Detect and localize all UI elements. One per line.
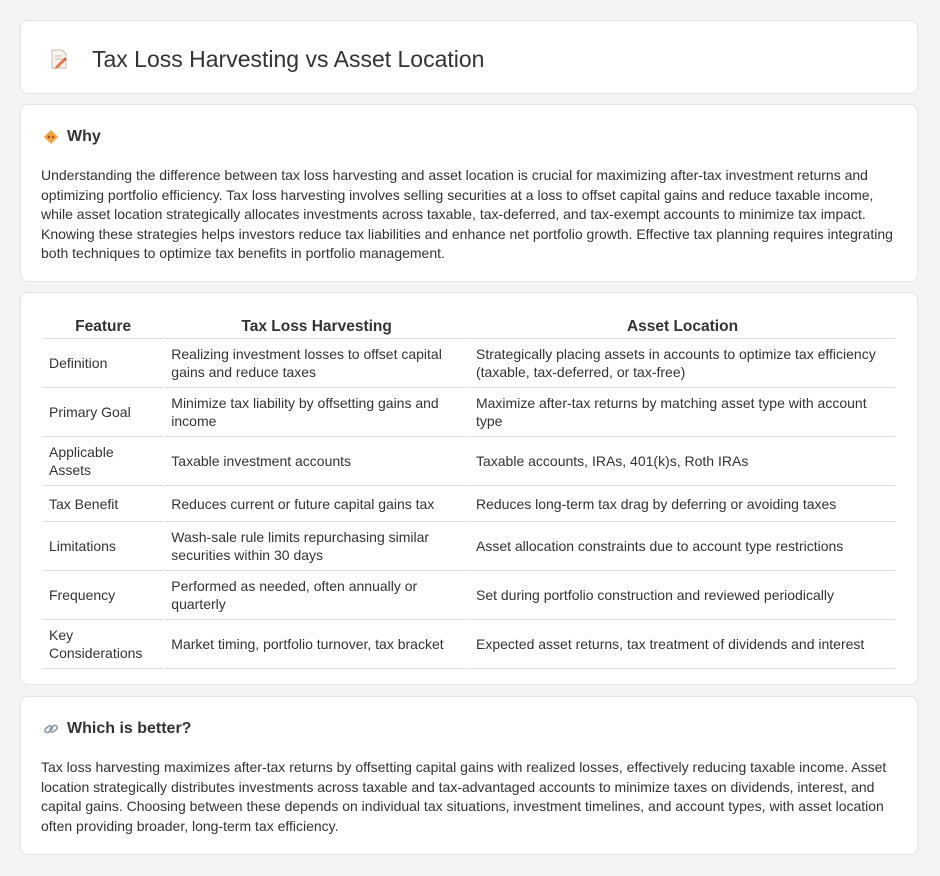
table-row: [43, 620, 895, 669]
page-title: Tax Loss Harvesting vs Asset Location: [92, 46, 485, 72]
table-row: [43, 486, 895, 522]
comparison-table-card: [20, 292, 918, 685]
better-title: Which is better?: [67, 720, 192, 737]
table-row: [43, 522, 895, 571]
better-text: Tax loss harvesting maximizes after-tax returns by offsetting capital gains with realized losses, effectively reducing taxable income. Asset location strategically distributes investments across taxable and tax-advantaged accounts to minimize taxes on dividends, interest, and capital gains. Choosing between these depends on individual tax situations, investment timelines, and account types, with asset location often providing broader, long-term tax efficiency.: [41, 759, 887, 834]
row-tax-loss-harvesting: Reduces current or future capital gains tax: [165, 486, 468, 522]
row-feature: Key Considerations: [43, 620, 163, 669]
row-asset-location: Set during portfolio construction and reviewed periodically: [470, 571, 895, 620]
header-card: [20, 20, 918, 94]
row-tax-loss-harvesting: Minimize tax liability by offsetting gains and income: [165, 388, 468, 437]
row-asset-location: Taxable accounts, IRAs, 401(k)s, Roth IRAs: [470, 437, 895, 486]
row-tax-loss-harvesting: Market timing, portfolio turnover, tax bracket: [165, 620, 468, 669]
row-feature: Frequency: [43, 571, 163, 620]
comparison-table: [41, 315, 897, 669]
row-tax-loss-harvesting: Wash-sale rule limits repurchasing similar securities within 30 days: [165, 522, 468, 571]
row-asset-location: Strategically placing assets in accounts to optimize tax efficiency (taxable, tax-deferred, or tax-free): [470, 339, 895, 388]
memo-pencil-icon: [47, 47, 71, 71]
why-text: Understanding the difference between tax loss harvesting and asset location is crucial for maximizing after-tax investment returns and optimizing portfolio efficiency. Tax loss harvesting involves selling securities at a loss to offset capital gains and reduce taxable income, while asset location strategically allocates investments across taxable, tax-deferred, and tax-exempt accounts to minimize tax impact. Knowing these strategies helps investors reduce tax liabilities and enhance net portfolio growth. Effective tax planning requires integrating both techniques to optimize tax benefits in portfolio management.: [41, 167, 893, 262]
which-is-better-section: [20, 696, 918, 855]
row-asset-location: Asset allocation constraints due to account type restrictions: [470, 522, 895, 571]
row-tax-loss-harvesting: Realizing investment losses to offset capital gains and reduce taxes: [165, 339, 468, 388]
row-asset-location: Expected asset returns, tax treatment of dividends and interest: [470, 620, 895, 669]
row-feature: Primary Goal: [43, 388, 163, 437]
table-row: [43, 388, 895, 437]
row-asset-location: Maximize after-tax returns by matching asset type with account type: [470, 388, 895, 437]
diamond-icon: [43, 129, 59, 145]
table-header-row: [43, 315, 895, 339]
table-row: [43, 339, 895, 388]
row-tax-loss-harvesting: Taxable investment accounts: [165, 437, 468, 486]
table-row: [43, 571, 895, 620]
why-section: [20, 104, 918, 282]
why-title: Why: [67, 128, 101, 145]
row-feature: Definition: [43, 339, 163, 388]
header-tax-loss-harvesting: Tax Loss Harvesting: [165, 315, 468, 339]
link-icon: [43, 721, 59, 737]
row-feature: Limitations: [43, 522, 163, 571]
header-feature: Feature: [43, 315, 163, 339]
row-feature: Tax Benefit: [43, 486, 163, 522]
header-asset-location: Asset Location: [470, 315, 895, 339]
title-row: [47, 45, 484, 73]
row-asset-location: Reduces long-term tax drag by deferring or avoiding taxes: [470, 486, 895, 522]
row-feature: Applicable Assets: [43, 437, 163, 486]
better-heading: [43, 719, 191, 739]
why-heading: [43, 127, 101, 147]
row-tax-loss-harvesting: Performed as needed, often annually or quarterly: [165, 571, 468, 620]
table-row: [43, 437, 895, 486]
